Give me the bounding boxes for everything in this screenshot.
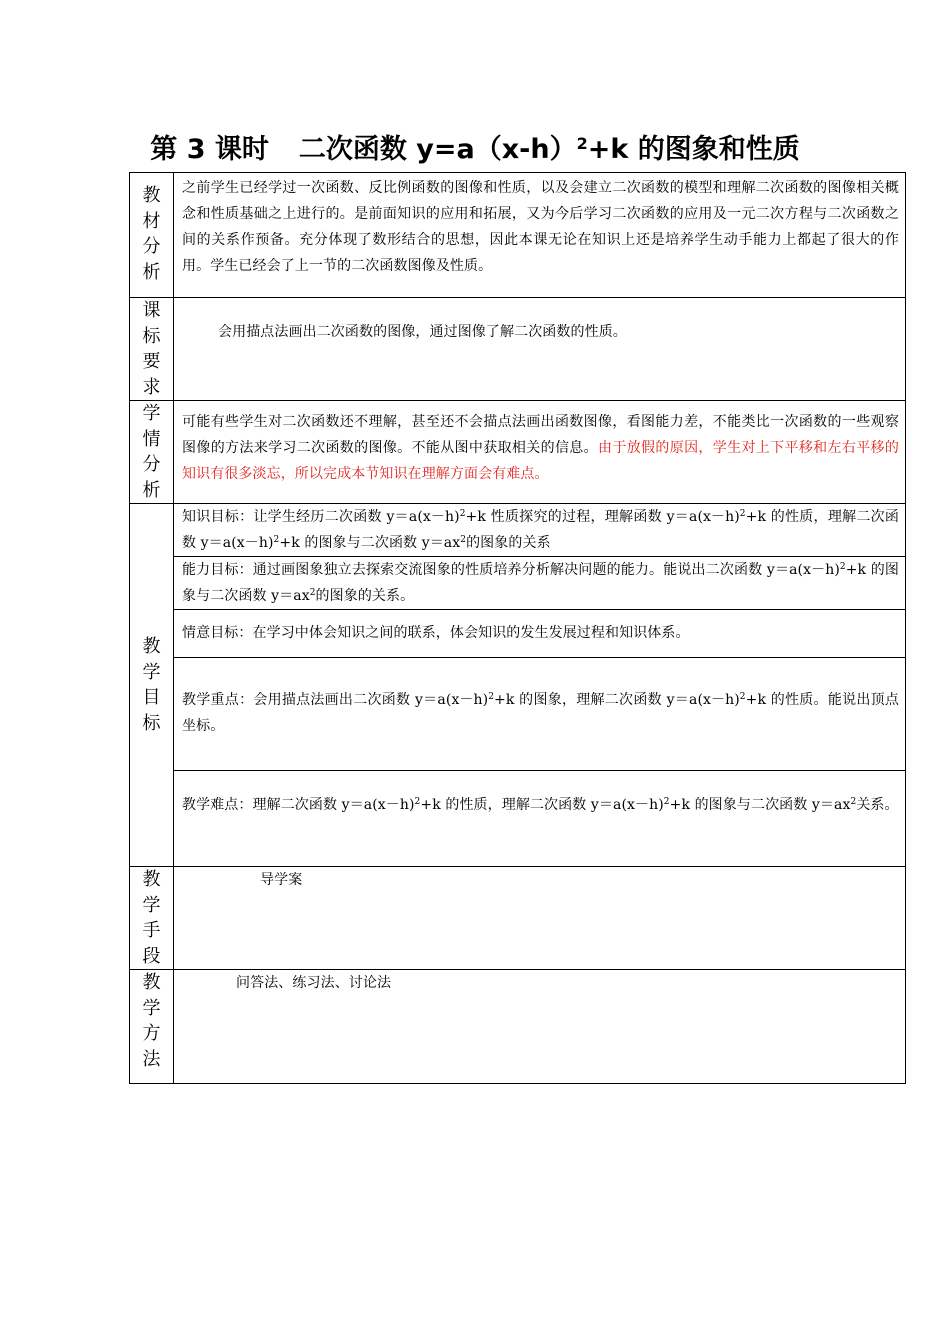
knowledge-goal-text: 知识目标：让学生经历二次函数 $y=a(x-h)^2+k$ 性质探究的过程，理解函数 $y=a(x-h)^2+k$ 的性质，理解二次函数 $y=a(x-h)^2+k$ 的图象与二次函数 $y=ax^2$的图象的关系 <box>182 509 899 551</box>
lesson-plan-table <box>129 172 906 1084</box>
row-label: 教 学 手 段 <box>130 867 174 970</box>
ability-goal-text: 能力目标：通过画图象独立去探索交流图象的性质培养分析解决问题的能力。能说出二次函数 $y=a(x-h)^2+k$ 的图象与二次函数 $y=ax^2$的图象的关系。 <box>182 562 899 604</box>
row-teaching-means <box>130 867 906 970</box>
row-teaching-difficulty <box>130 771 906 867</box>
row-teaching-methods <box>130 970 906 1084</box>
row-label: 教 材 分 析 <box>130 173 174 298</box>
row-curriculum-standard <box>130 298 906 401</box>
row-content <box>174 557 906 610</box>
row-content <box>174 867 906 970</box>
lesson-topic: 二次函数 $y=a(x-h)^2+k$ 的图象和性质 <box>298 134 800 165</box>
student-analysis-text: 可能有些学生对二次函数还不理解，甚至还不会描点法画出函数图像，看图能力差，不能类比一次函数的一些观察图像的方法来学习二次函数的图像。不能从图中获取相关的信息。由于放假的原因，学生对上下平移和左右平移的知识有很多淡忘，所以完成本节知识在理解方面会有难点。 <box>182 414 899 482</box>
row-content <box>174 610 906 658</box>
material-analysis-text: 之前学生已经学过一次函数、反比例函数的图像和性质，以及会建立二次函数的模型和理解二次函数的图像相关概念和性质基础之上进行的。是前面知识的应用和拓展，又为今后学习二次函数的应用及一元二次方程与二次函数之间的关系作预备。充分体现了数形结合的思想，因此本课无论在知识上还是培养学生动手能力上都起了很大的作用。学生已经会了上一节的二次函数图像及性质。 <box>182 180 899 274</box>
row-material-analysis <box>130 173 906 298</box>
row-content <box>174 970 906 1084</box>
row-emotion-goal <box>130 610 906 658</box>
row-content <box>174 658 906 771</box>
row-content <box>174 401 906 504</box>
row-label: 教 学 目 标 <box>130 504 174 867</box>
teaching-means-text: 导学案 <box>260 872 303 888</box>
teaching-focus-text: 教学重点：会用描点法画出二次函数 $y=a(x-h)^2+k$ 的图象，理解二次函数 $y=a(x-h)^2+k$ 的性质。能说出顶点坐标。 <box>182 692 899 734</box>
row-label: 教 学 方 法 <box>130 970 174 1084</box>
row-label: 课 标 要 求 <box>130 298 174 401</box>
curriculum-standard-text: 会用描点法画出二次函数的图像，通过图像了解二次函数的性质。 <box>218 324 627 340</box>
row-ability-goal <box>130 557 906 610</box>
row-teaching-focus <box>130 658 906 771</box>
lesson-number: 第 3 课时 <box>150 134 269 165</box>
teaching-difficulty-text: 教学难点：理解二次函数 $y=a(x-h)^2+k$ 的性质，理解二次函数 $y=a(x-h)^2+k$ 的图象与二次函数 $y=ax^2$关系。 <box>182 797 899 813</box>
page-title <box>0 128 950 172</box>
student-analysis-highlight: 由于放假的原因，学生对上下平移和左右平移的知识有很多淡忘，所以完成本节知识在理解方面会有难点。 <box>182 440 899 482</box>
row-content <box>174 298 906 401</box>
emotion-goal-text: 情意目标：在学习中体会知识之间的联系，体会知识的发生发展过程和知识体系。 <box>182 625 690 641</box>
row-content <box>174 771 906 867</box>
teaching-methods-text: 问答法、练习法、讨论法 <box>236 975 392 991</box>
row-student-analysis <box>130 401 906 504</box>
row-content <box>174 504 906 557</box>
row-knowledge-goal <box>130 504 906 557</box>
row-label: 学 情 分 析 <box>130 401 174 504</box>
row-content <box>174 173 906 298</box>
